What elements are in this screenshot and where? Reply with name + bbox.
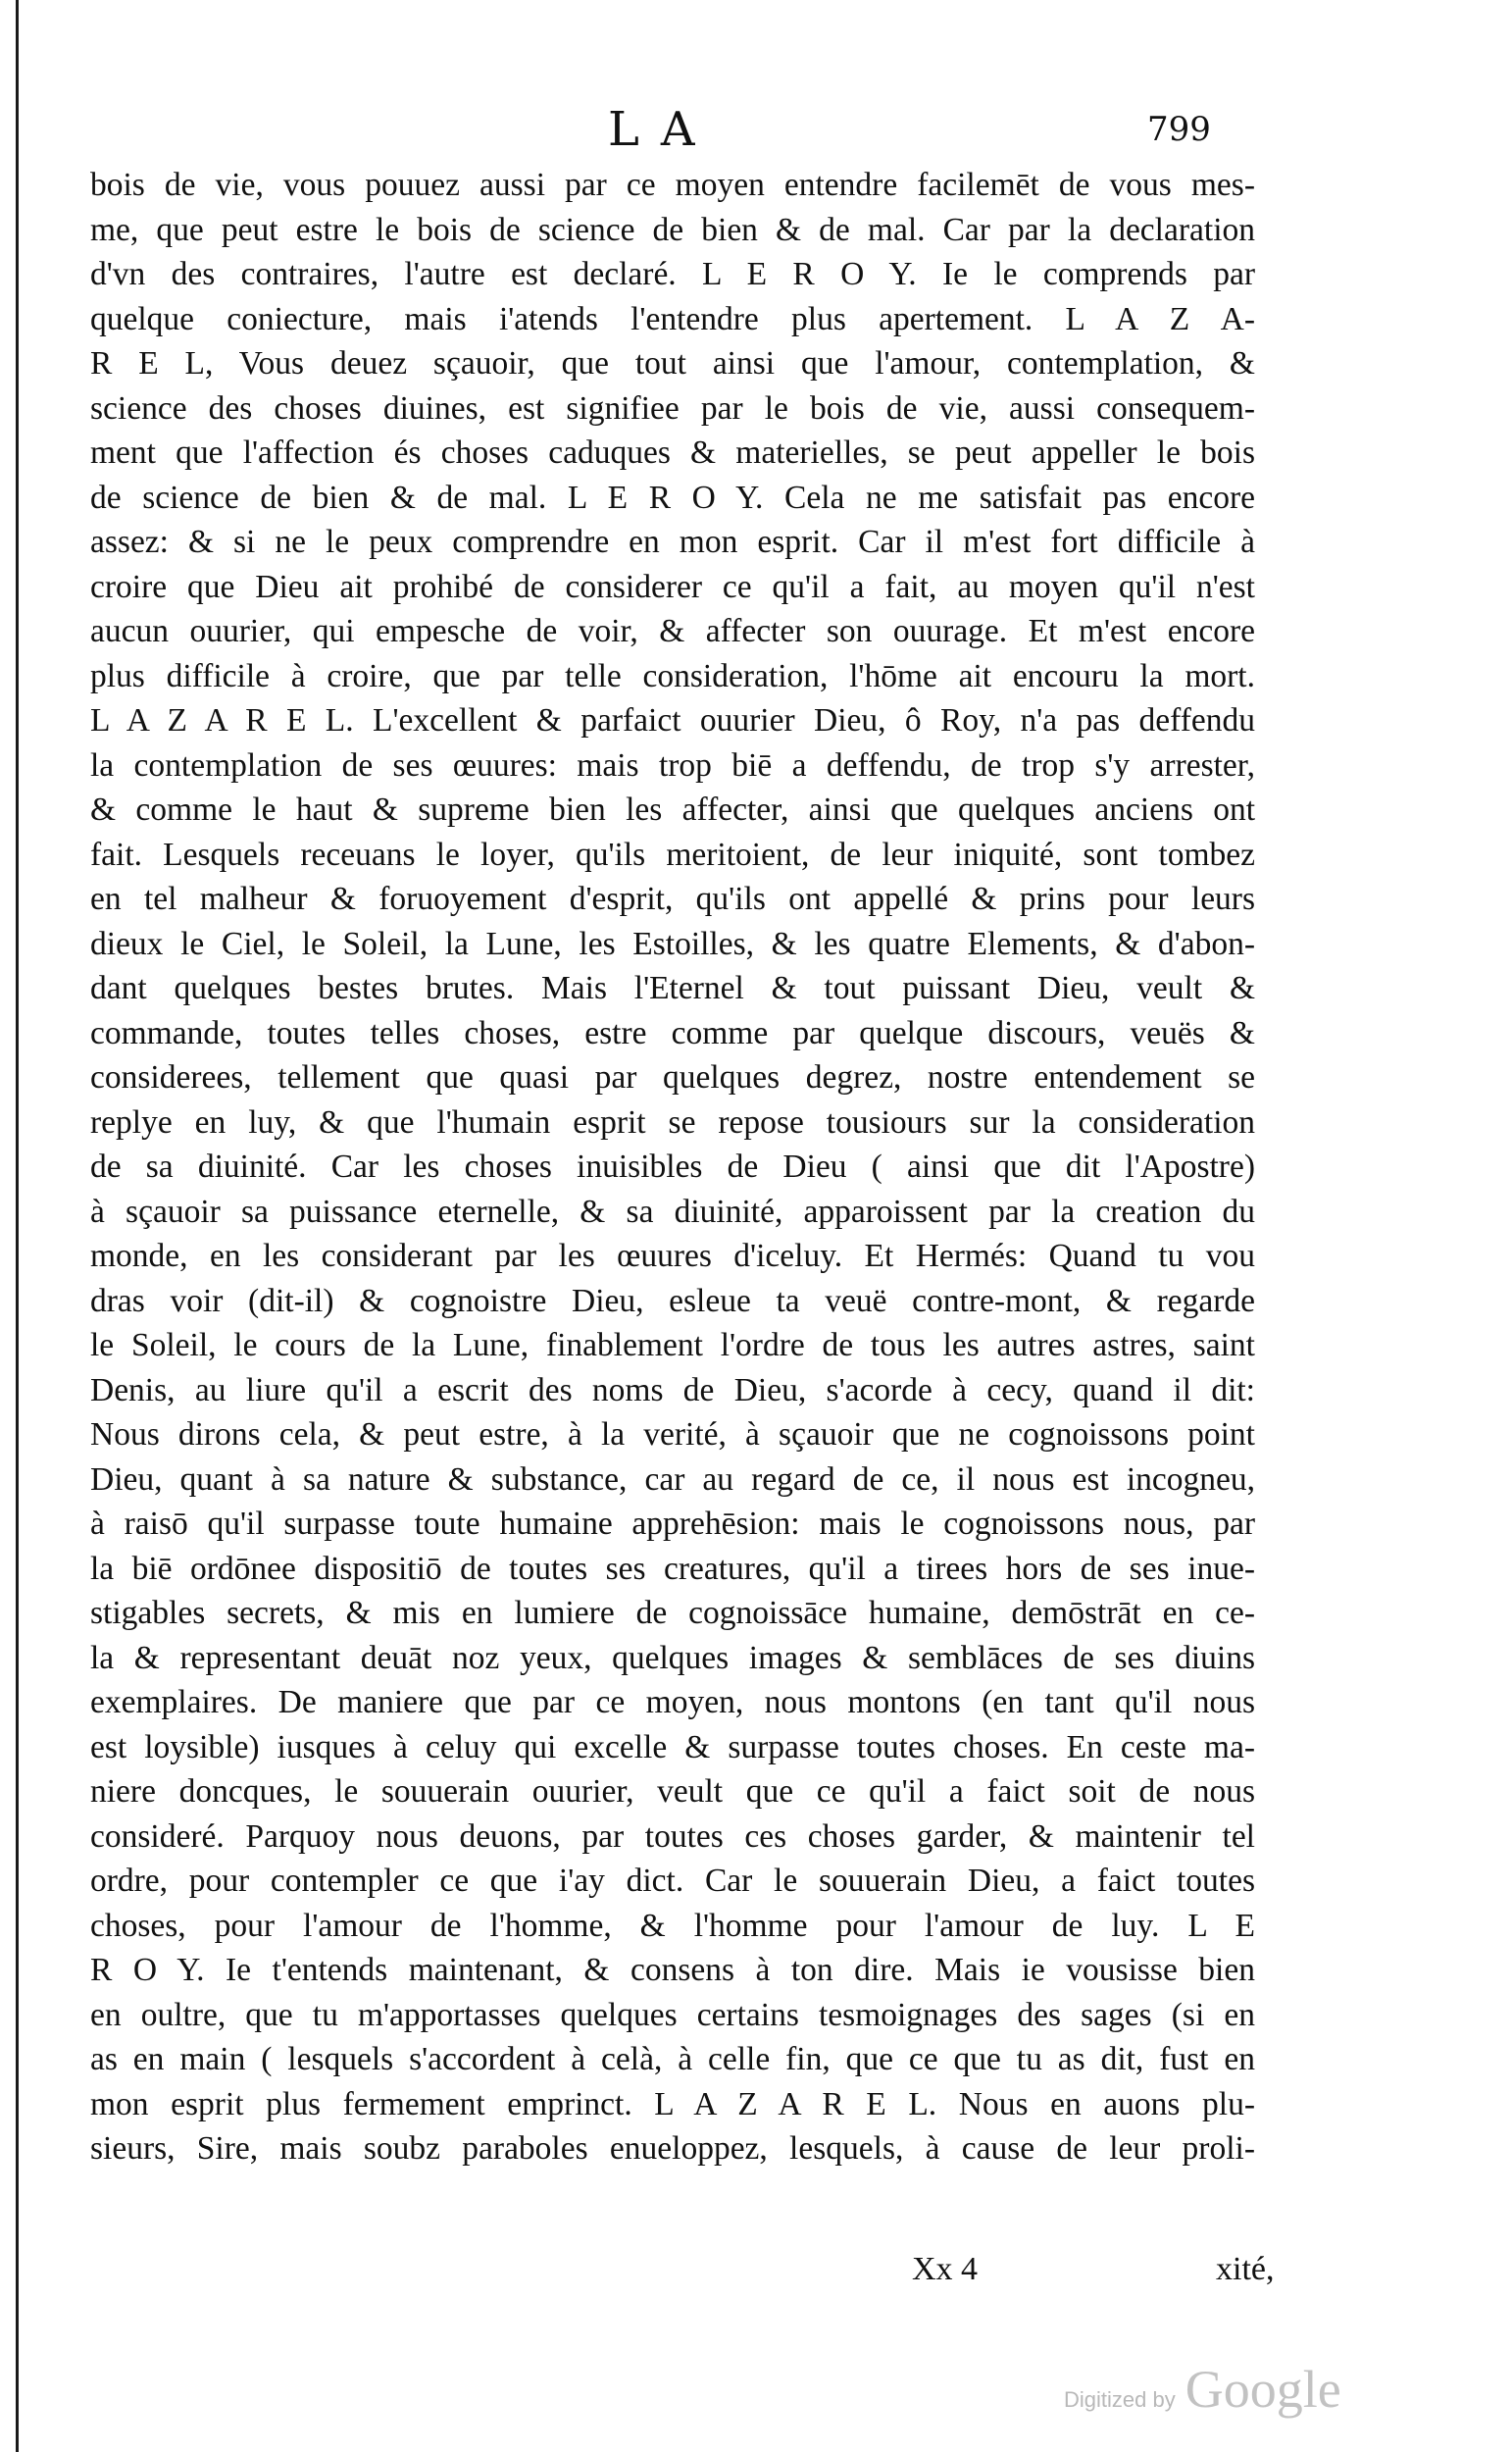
text-line: est loysible) iusques à celuy qui excelle & surpasse toutes choses. En ceste ma- [90, 1728, 1255, 1765]
text-line: commande, toutes telles choses, estre comme par quelque discours, veuës & [90, 1014, 1255, 1051]
text-line: as en main ( lesquels s'accordent à celà, à celle fin, que ce que tu as dit, fust en [90, 2041, 1255, 2077]
catchword: xité, [1216, 2251, 1275, 2287]
page-number: 799 [1147, 110, 1211, 149]
text-line: assez: & si ne le peux comprendre en mon esprit. Car il m'est fort difficile à [90, 524, 1255, 560]
text-line: croire que Dieu ait prohibé de considerer ce qu'il a fait, au moyen qu'il n'est [90, 568, 1255, 605]
text-line: mon esprit plus fermement emprinct. L A Z A R E L. Nous en auons plu- [90, 2085, 1255, 2122]
text-line: la contemplation de ses œuures: mais trop biē a deffendu, de trop s'y arrester, [90, 746, 1255, 784]
text-line: R E L, Vous deuez sçauoir, que tout ainsi que l'amour, contemplation, & [90, 345, 1255, 382]
text-line: me, que peut estre le bois de science de bien & de mal. Car par la declaration [90, 211, 1255, 248]
text-line: Denis, au liure qu'il a escrit des noms de Dieu, s'acorde à cecy, quand il dit: [90, 1371, 1255, 1408]
text-line: ment que l'affection és choses caduques & materielles, se peut appeller le bois [90, 434, 1255, 471]
text-line: ordre, pour contempler ce que i'ay dict. Car le souuerain Dieu, a faict toutes [90, 1863, 1255, 1899]
text-line: dant quelques bestes brutes. Mais l'Eternel & tout puissant Dieu, veult & [90, 970, 1255, 1006]
text-line: bois de vie, vous pouuez aussi par ce moyen entendre facilemēt de vous mes- [90, 167, 1255, 203]
text-line: considerees, tellement que quasi par quelques degrez, nostre entendement se [90, 1059, 1255, 1096]
watermark-prefix: Digitized by [1064, 2387, 1176, 2412]
text-line: Nous dirons cela, & peut estre, à la verité, à sçauoir que ne cognoissons point [90, 1416, 1255, 1453]
text-line: science des choses diuines, est signifiee par le bois de vie, aussi consequem- [90, 389, 1255, 427]
binding-edge-line [16, 0, 19, 2452]
signature-mark: Xx 4 [912, 2251, 979, 2287]
text-line: Dieu, quant à sa nature & substance, car au regard de ce, il nous est incogneu, [90, 1460, 1255, 1498]
text-line: de science de bien & de mal. L E R O Y. Cela ne me satisfait pas encore [90, 479, 1255, 516]
text-line: à raisō qu'il surpasse toute humaine apprehēsion: mais le cognoissons nous, par [90, 1506, 1255, 1542]
digitization-watermark [1064, 2359, 1341, 2420]
text-line: fait. Lesquels receuans le loyer, qu'ils meritoient, de leur iniquité, sont tombez [90, 836, 1255, 873]
text-line: à sçauoir sa puissance eternelle, & sa diuinité, apparoissent par la creation du [90, 1193, 1255, 1230]
text-line: la & representant deuāt noz yeux, quelques images & semblāces de ses diuins [90, 1639, 1255, 1676]
text-line: aucun ouurier, qui empesche de voir, & affecter son ouurage. Et m'est encore [90, 613, 1255, 649]
text-line: dras voir (dit-il) & cognoistre Dieu, esleue ta veuë contre-mont, & regarde [90, 1282, 1255, 1319]
text-line: replye en luy, & que l'humain esprit se repose tousiours sur la consideration [90, 1103, 1255, 1141]
text-line: R O Y. Ie t'entends maintenant, & consens à ton dire. Mais ie vousisse bien [90, 1952, 1255, 1988]
text-line: plus difficile à croire, que par telle consideration, l'hōme ait encouru la mort. [90, 657, 1255, 694]
text-line: stigables secrets, & mis en lumiere de cognoissāce humaine, demōstrāt en ce- [90, 1595, 1255, 1631]
text-line: d'vn des contraires, l'autre est declaré. L E R O Y. Ie le comprends par [90, 256, 1255, 292]
text-line: en tel malheur & foruoyement d'esprit, qu'ils ont appellé & prins pour leurs [90, 881, 1255, 917]
text-line: le Soleil, le cours de la Lune, finablement l'ordre de tous les autres astres, saint [90, 1327, 1255, 1363]
text-line: exemplaires. De maniere que par ce moyen, nous montons (en tant qu'il nous [90, 1684, 1255, 1720]
running-title: LA [608, 102, 717, 157]
text-line: de sa diuinité. Car les choses inuisibles de Dieu ( ainsi que dit l'Apostre) [90, 1149, 1255, 1185]
text-line: L A Z A R E L. L'excellent & parfaict ouurier Dieu, ô Roy, n'a pas deffendu [90, 702, 1255, 739]
text-line: consideré. Parquoy nous deuons, par toutes ces choses garder, & maintenir tel [90, 1817, 1255, 1855]
google-logo: Google [1184, 2360, 1341, 2419]
text-line: quelque coniecture, mais i'atends l'entendre plus apertement. L A Z A- [90, 300, 1255, 337]
text-line: la biē ordōnee dispositiō de toutes ses creatures, qu'il a tirees hors de ses inue- [90, 1550, 1255, 1587]
text-line: choses, pour l'amour de l'homme, & l'homme pour l'amour de luy. L E [90, 1907, 1255, 1944]
text-line: & comme le haut & supreme bien les affecter, ainsi que quelques anciens ont [90, 792, 1255, 828]
body-text [90, 163, 1255, 2171]
text-line: monde, en les considerant par les œuures d'iceluy. Et Hermés: Quand tu vou [90, 1238, 1255, 1274]
text-line: dieux le Ciel, le Soleil, la Lune, les Estoilles, & les quatre Elements, & d'abon- [90, 925, 1255, 962]
text-line: sieurs, Sire, mais soubz paraboles enueloppez, lesquels, à cause de leur proli- [90, 2130, 1255, 2167]
text-line: en oultre, que tu m'apportasses quelques certains tesmoignages des sages (si en [90, 1996, 1255, 2033]
text-line: niere doncques, le souuerain ouurier, veult que ce qu'il a faict soit de nous [90, 1773, 1255, 1810]
